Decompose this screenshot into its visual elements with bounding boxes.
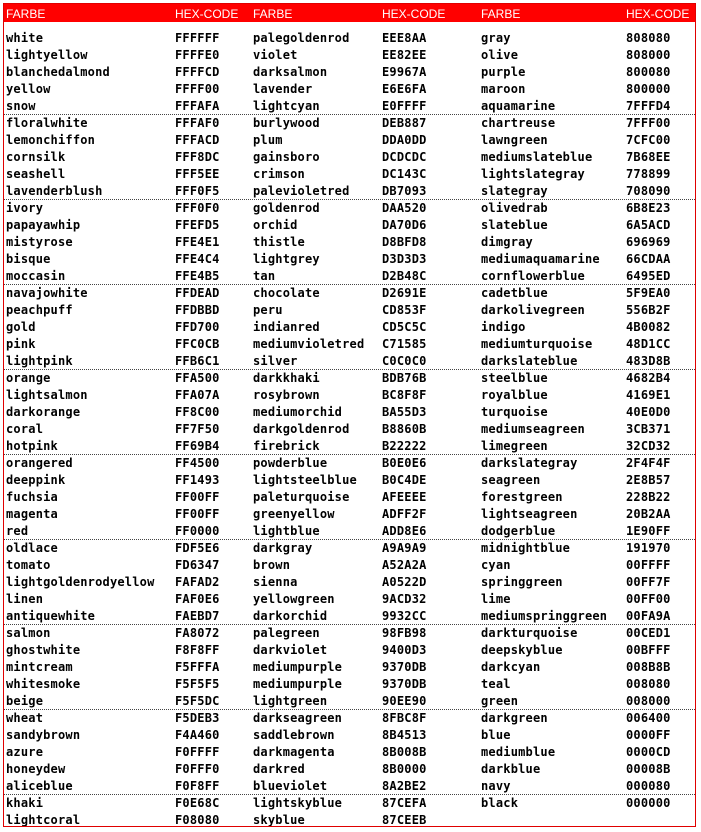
hex-code: FFF5EE <box>175 167 220 181</box>
hex-code: 000000 <box>626 796 671 810</box>
header-color-2: FARBE <box>253 7 293 21</box>
color-name: ghostwhite <box>6 643 81 657</box>
hex-code: 2F4F4F <box>626 456 671 470</box>
color-name: lavender <box>253 82 313 96</box>
color-name: ivory <box>6 201 44 215</box>
row-group-divider <box>4 369 695 370</box>
hex-code: 8B008B <box>382 745 427 759</box>
hex-code: 00BFFF <box>626 643 671 657</box>
color-name: whitesmoke <box>6 677 81 691</box>
color-name: orangered <box>6 456 73 470</box>
hex-code: 9370DB <box>382 677 427 691</box>
hex-code: 0000FF <box>626 728 671 742</box>
color-name: red <box>6 524 29 538</box>
hex-code: 9932CC <box>382 609 427 623</box>
color-name: peru <box>253 303 283 317</box>
hex-code: 008000 <box>626 694 671 708</box>
hex-code: F0FFFF <box>175 745 220 759</box>
color-name: darkturquoise <box>481 626 578 640</box>
hex-code: D3D3D3 <box>382 252 427 266</box>
hex-code: 98FB98 <box>382 626 427 640</box>
hex-code: FF69B4 <box>175 439 220 453</box>
hex-code: FF7F50 <box>175 422 220 436</box>
header-hex-1: HEX-CODE <box>175 7 239 21</box>
hex-code: 006400 <box>626 711 671 725</box>
color-name: linen <box>6 592 44 606</box>
hex-code: 8B0000 <box>382 762 427 776</box>
hex-code: CD853F <box>382 303 427 317</box>
hex-code: 708090 <box>626 184 671 198</box>
color-name: darkslategray <box>481 456 578 470</box>
hex-code: 5F9EA0 <box>626 286 671 300</box>
color-name: gray <box>481 31 511 45</box>
hex-code: EE82EE <box>382 48 427 62</box>
color-name: rosybrown <box>253 388 320 402</box>
color-name: midnightblue <box>481 541 571 555</box>
color-name: forestgreen <box>481 490 563 504</box>
color-name: lightyellow <box>6 48 88 62</box>
color-name: darkgray <box>253 541 313 555</box>
hex-code: F5FFFA <box>175 660 220 674</box>
color-name: darkgreen <box>481 711 548 725</box>
hex-code: FFFAFA <box>175 99 220 113</box>
hex-code: 2E8B57 <box>626 473 671 487</box>
hex-code: FF4500 <box>175 456 220 470</box>
hex-code: FD6347 <box>175 558 220 572</box>
hex-code: 808000 <box>626 48 671 62</box>
hex-code: CD5C5C <box>382 320 427 334</box>
color-name: deeppink <box>6 473 66 487</box>
color-name: darkkhaki <box>253 371 320 385</box>
hex-code: FAF0E6 <box>175 592 220 606</box>
hex-code: FFEFD5 <box>175 218 220 232</box>
hex-code: 696969 <box>626 235 671 249</box>
color-name: burlywood <box>253 116 320 130</box>
hex-code: 7CFC00 <box>626 133 671 147</box>
hex-code: FFE4E1 <box>175 235 220 249</box>
color-name: mediumpurple <box>253 677 343 691</box>
hex-code: 9ACD32 <box>382 592 427 606</box>
color-name: mediumseagreen <box>481 422 585 436</box>
color-name: antiquewhite <box>6 609 96 623</box>
hex-code: B0C4DE <box>382 473 427 487</box>
color-name: papayawhip <box>6 218 81 232</box>
color-name: lightskyblue <box>253 796 343 810</box>
color-name: maroon <box>481 82 526 96</box>
color-name: moccasin <box>6 269 66 283</box>
hex-code: FFB6C1 <box>175 354 220 368</box>
hex-code: 808080 <box>626 31 671 45</box>
hex-code: DB7093 <box>382 184 427 198</box>
color-name: sienna <box>253 575 298 589</box>
color-name: darkorange <box>6 405 81 419</box>
color-name: orchid <box>253 218 298 232</box>
hex-code: FAFAD2 <box>175 575 220 589</box>
hex-code: ADD8E6 <box>382 524 427 538</box>
hex-code: FFF0F0 <box>175 201 220 215</box>
color-name: darkblue <box>481 762 541 776</box>
hex-code: 0000CD <box>626 745 671 759</box>
hex-code: 9370DB <box>382 660 427 674</box>
color-name: olivedrab <box>481 201 548 215</box>
color-name: steelblue <box>481 371 548 385</box>
hex-code: C71585 <box>382 337 427 351</box>
color-name: olive <box>481 48 519 62</box>
hex-code: FA8072 <box>175 626 220 640</box>
color-name: magenta <box>6 507 58 521</box>
color-name: royalblue <box>481 388 548 402</box>
hex-code: 32CD32 <box>626 439 671 453</box>
color-name: goldenrod <box>253 201 320 215</box>
hex-code: F4A460 <box>175 728 220 742</box>
hex-code: FFFF00 <box>175 82 220 96</box>
color-name: darkorchid <box>253 609 328 623</box>
color-name: chocolate <box>253 286 320 300</box>
hex-code: FFFAF0 <box>175 116 220 130</box>
color-name: sandybrown <box>6 728 81 742</box>
color-name: palegreen <box>253 626 320 640</box>
color-name: darkgoldenrod <box>253 422 350 436</box>
hex-code: 9400D3 <box>382 643 427 657</box>
color-name: powderblue <box>253 456 328 470</box>
hex-code: B0E0E6 <box>382 456 427 470</box>
color-name: tomato <box>6 558 51 572</box>
row-group-divider <box>4 284 695 285</box>
color-name: silver <box>253 354 298 368</box>
color-name: dodgerblue <box>481 524 556 538</box>
color-name: white <box>6 31 44 45</box>
color-name: darkolivegreen <box>481 303 585 317</box>
color-name: palegoldenrod <box>253 31 350 45</box>
hex-code: DCDCDC <box>382 150 427 164</box>
color-name: darkslateblue <box>481 354 578 368</box>
row-group-divider <box>4 539 695 540</box>
hex-code: 8A2BE2 <box>382 779 427 793</box>
hex-code: 778899 <box>626 167 671 181</box>
color-name: lightseagreen <box>481 507 578 521</box>
hex-code: BC8F8F <box>382 388 427 402</box>
hex-code: FFF0F5 <box>175 184 220 198</box>
hex-code: 87CEEB <box>382 813 427 827</box>
hex-code: 66CDAA <box>626 252 671 266</box>
hex-code: FF00FF <box>175 507 220 521</box>
color-name: greenyellow <box>253 507 335 521</box>
color-name: mintcream <box>6 660 73 674</box>
color-name: lightblue <box>253 524 320 538</box>
row-group-divider <box>4 454 695 455</box>
color-name: lightgoldenrodyellow <box>6 575 155 589</box>
hex-code: FFF8DC <box>175 150 220 164</box>
hex-code: F0FFF0 <box>175 762 220 776</box>
color-name: dimgray <box>481 235 533 249</box>
color-name: bisque <box>6 252 51 266</box>
color-name: orange <box>6 371 51 385</box>
color-name: chartreuse <box>481 116 556 130</box>
hex-code: 800080 <box>626 65 671 79</box>
color-name: limegreen <box>481 439 548 453</box>
color-name: indianred <box>253 320 320 334</box>
hex-code: 191970 <box>626 541 671 555</box>
color-name: pink <box>6 337 36 351</box>
color-name: deepskyblue <box>481 643 563 657</box>
hex-code: A9A9A9 <box>382 541 427 555</box>
color-name: mediumpurple <box>253 660 343 674</box>
color-name: lightgrey <box>253 252 320 266</box>
hex-code: FFA07A <box>175 388 220 402</box>
color-name: black <box>481 796 519 810</box>
hex-code: D2691E <box>382 286 427 300</box>
header-hex-3: HEX-CODE <box>626 7 690 21</box>
hex-code: 800000 <box>626 82 671 96</box>
color-name: plum <box>253 133 283 147</box>
color-name: firebrick <box>253 439 320 453</box>
hex-code: 6495ED <box>626 269 671 283</box>
color-name: thistle <box>253 235 305 249</box>
color-name: lightgreen <box>253 694 328 708</box>
hex-code: FFC0CB <box>175 337 220 351</box>
color-name: lemonchiffon <box>6 133 96 147</box>
hex-code: 40E0D0 <box>626 405 671 419</box>
color-name: yellow <box>6 82 51 96</box>
color-name: paleturquoise <box>253 490 350 504</box>
color-name: navajowhite <box>6 286 88 300</box>
hex-code: F8F8FF <box>175 643 220 657</box>
hex-code: 000080 <box>626 779 671 793</box>
color-name: cornflowerblue <box>481 269 585 283</box>
color-name: mistyrose <box>6 235 73 249</box>
hex-code: FFE4B5 <box>175 269 220 283</box>
color-name: mediumblue <box>481 745 556 759</box>
hex-code: DA70D6 <box>382 218 427 232</box>
color-name: lime <box>481 592 511 606</box>
color-name: navy <box>481 779 511 793</box>
hex-code: 00FFFF <box>626 558 671 572</box>
color-name: azure <box>6 745 44 759</box>
hex-code: AFEEEE <box>382 490 427 504</box>
color-name: darkmagenta <box>253 745 335 759</box>
color-name: palevioletred <box>253 184 350 198</box>
color-name: slategray <box>481 184 548 198</box>
color-name: honeydew <box>6 762 66 776</box>
hex-code: FFD700 <box>175 320 220 334</box>
hex-code: FFFFCD <box>175 65 220 79</box>
color-name: darkcyan <box>481 660 541 674</box>
color-name: lightslategray <box>481 167 585 181</box>
hex-code: 00FA9A <box>626 609 671 623</box>
color-name: brown <box>253 558 291 572</box>
header-hex-2: HEX-CODE <box>382 7 446 21</box>
hex-code: BA55D3 <box>382 405 427 419</box>
hex-code: DAA520 <box>382 201 427 215</box>
row-group-divider <box>4 624 695 625</box>
hex-code: E6E6FA <box>382 82 427 96</box>
color-name: green <box>481 694 519 708</box>
hex-code: C0C0C0 <box>382 354 427 368</box>
color-name: khaki <box>6 796 44 810</box>
color-name: darkviolet <box>253 643 328 657</box>
color-name: crimson <box>253 167 305 181</box>
hex-code: 48D1CC <box>626 337 671 351</box>
color-name: teal <box>481 677 511 691</box>
color-name: snow <box>6 99 36 113</box>
color-name: yellowgreen <box>253 592 335 606</box>
color-name: mediumvioletred <box>253 337 365 351</box>
hex-code: F5F5F5 <box>175 677 220 691</box>
row-group-divider <box>4 794 695 795</box>
color-name: lavenderblush <box>6 184 103 198</box>
hex-code: FF0000 <box>175 524 220 538</box>
color-name: purple <box>481 65 526 79</box>
hex-code: FFDEAD <box>175 286 220 300</box>
color-name: peachpuff <box>6 303 73 317</box>
hex-code: ADFF2F <box>382 507 427 521</box>
hex-code: FF8C00 <box>175 405 220 419</box>
hex-code: A0522D <box>382 575 427 589</box>
header-color-3: FARBE <box>481 7 521 21</box>
color-name: lawngreen <box>481 133 548 147</box>
color-name: hotpink <box>6 439 58 453</box>
hex-code: 00008B <box>626 762 671 776</box>
hex-code: A52A2A <box>382 558 427 572</box>
color-name: cornsilk <box>6 150 66 164</box>
row-group-divider <box>4 199 695 200</box>
hex-code: FFFACD <box>175 133 220 147</box>
color-name: beige <box>6 694 44 708</box>
hex-code: F5F5DC <box>175 694 220 708</box>
color-name: oldlace <box>6 541 58 555</box>
color-name: cadetblue <box>481 286 548 300</box>
color-name: gainsboro <box>253 150 320 164</box>
hex-code: 7B68EE <box>626 150 671 164</box>
hex-code: 7FFF00 <box>626 116 671 130</box>
color-name: mediumorchid <box>253 405 343 419</box>
hex-code: 00CED1 <box>626 626 671 640</box>
header-color-1: FARBE <box>6 7 46 21</box>
color-name: mediumslateblue <box>481 150 593 164</box>
color-name: mediumspringgreen <box>481 609 608 623</box>
hex-code: 20B2AA <box>626 507 671 521</box>
color-name: fuchsia <box>6 490 58 504</box>
color-name: springgreen <box>481 575 563 589</box>
color-name: wheat <box>6 711 44 725</box>
hex-code: F0F8FF <box>175 779 220 793</box>
row-group-divider <box>4 114 695 115</box>
color-name: lightsalmon <box>6 388 88 402</box>
color-name: darksalmon <box>253 65 328 79</box>
color-name: cyan <box>481 558 511 572</box>
hex-code: B8860B <box>382 422 427 436</box>
hex-code: D8BFD8 <box>382 235 427 249</box>
hex-code: 008B8B <box>626 660 671 674</box>
hex-code: 483D8B <box>626 354 671 368</box>
hex-code: 3CB371 <box>626 422 671 436</box>
hex-code: 8B4513 <box>382 728 427 742</box>
hex-code: BDB76B <box>382 371 427 385</box>
color-name: mediumturquoise <box>481 337 593 351</box>
color-name: lightcoral <box>6 813 81 827</box>
hex-code: 00FF7F <box>626 575 671 589</box>
hex-code: 6B8E23 <box>626 201 671 215</box>
hex-code: DDA0DD <box>382 133 427 147</box>
color-name: aquamarine <box>481 99 556 113</box>
color-name: violet <box>253 48 298 62</box>
hex-code: 556B2F <box>626 303 671 317</box>
hex-code: 008080 <box>626 677 671 691</box>
color-name: skyblue <box>253 813 305 827</box>
color-name: blue <box>481 728 511 742</box>
hex-code: 87CEFA <box>382 796 427 810</box>
hex-code: FDF5E6 <box>175 541 220 555</box>
color-name: indigo <box>481 320 526 334</box>
hex-code: 4169E1 <box>626 388 671 402</box>
hex-code: 6A5ACD <box>626 218 671 232</box>
color-name: lightcyan <box>253 99 320 113</box>
color-name: mediumaquamarine <box>481 252 600 266</box>
hex-code: 8FBC8F <box>382 711 427 725</box>
hex-code: FFFFE0 <box>175 48 220 62</box>
hex-code: 4682B4 <box>626 371 671 385</box>
color-name: saddlebrown <box>253 728 335 742</box>
hex-code: DC143C <box>382 167 427 181</box>
color-name: salmon <box>6 626 51 640</box>
hex-code: F0E68C <box>175 796 220 810</box>
hex-code: 7FFFD4 <box>626 99 671 113</box>
hex-code: FAEBD7 <box>175 609 220 623</box>
color-name: slateblue <box>481 218 548 232</box>
color-name: tan <box>253 269 276 283</box>
color-name: blueviolet <box>253 779 328 793</box>
color-name: coral <box>6 422 44 436</box>
color-name: seagreen <box>481 473 541 487</box>
hex-code: 90EE90 <box>382 694 427 708</box>
hex-code: E9967A <box>382 65 427 79</box>
hex-code: 00FF00 <box>626 592 671 606</box>
table-header <box>4 4 695 22</box>
color-name: aliceblue <box>6 779 73 793</box>
hex-code: 4B0082 <box>626 320 671 334</box>
hex-code: EEE8AA <box>382 31 427 45</box>
color-name: floralwhite <box>6 116 88 130</box>
hex-code: F08080 <box>175 813 220 827</box>
color-table <box>3 3 696 827</box>
row-group-divider <box>4 709 695 710</box>
hex-code: FFE4C4 <box>175 252 220 266</box>
color-name: darkred <box>253 762 305 776</box>
hex-code: D2B48C <box>382 269 427 283</box>
color-name: blanchedalmond <box>6 65 110 79</box>
hex-code: DEB887 <box>382 116 427 130</box>
color-name: seashell <box>6 167 66 181</box>
hex-code: 1E90FF <box>626 524 671 538</box>
color-name: gold <box>6 320 36 334</box>
color-name: turquoise <box>481 405 548 419</box>
color-name: darkseagreen <box>253 711 343 725</box>
hex-code: B22222 <box>382 439 427 453</box>
hex-code: FFA500 <box>175 371 220 385</box>
hex-code: E0FFFF <box>382 99 427 113</box>
hex-code: F5DEB3 <box>175 711 220 725</box>
hex-code: FF00FF <box>175 490 220 504</box>
color-name: lightsteelblue <box>253 473 357 487</box>
hex-code: FF1493 <box>175 473 220 487</box>
hex-code: FFFFFF <box>175 31 220 45</box>
hex-code: 228B22 <box>626 490 671 504</box>
color-name: lightpink <box>6 354 73 368</box>
hex-code: FFDBBD <box>175 303 220 317</box>
